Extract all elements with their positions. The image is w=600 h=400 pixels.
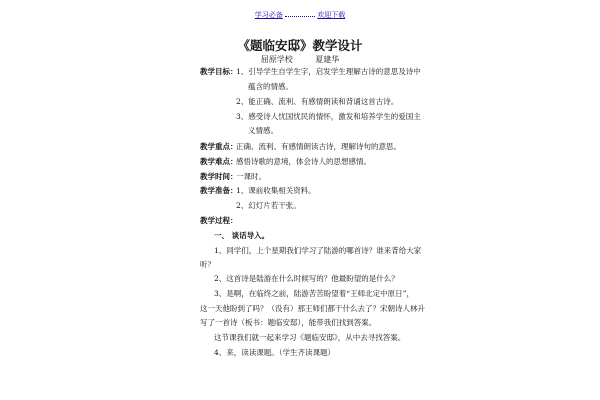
objective-line: 义情感。 xyxy=(248,126,278,135)
key-points-text: 正确、流利、有感情朗读古诗，理解诗句的意思。 xyxy=(236,142,401,151)
process-line: 1、同学们，上个星期我们学习了陆游的哪首诗？谁来背给大家 xyxy=(214,246,422,255)
process-label: 教学过程： xyxy=(200,216,238,225)
process-line: 这节课我们就一起来学习《题临安邸》，从中去寻找答案。 xyxy=(214,333,406,342)
process-line: 4、来，读读课题。（学生齐读课题） xyxy=(214,348,336,357)
preparation-item: 1、课前收集相关资料。 xyxy=(236,186,316,195)
process-line: 听？ xyxy=(200,260,215,269)
objective-line: 蕴含的情感。 xyxy=(248,82,293,91)
objectives-label: 教学目标： xyxy=(200,67,238,76)
preparation-label: 教学准备： xyxy=(200,186,238,195)
process-line: 3、是啊，在临终之前，陆游苦苦盼望着“王师北定中原日”， xyxy=(214,289,414,298)
document-title: 《题临安邸》教学设计 xyxy=(237,38,363,53)
header-link-study[interactable]: 学习必备 xyxy=(254,11,283,19)
time-text: 一课时。 xyxy=(236,172,266,181)
school-name: 屈原学校 xyxy=(260,55,293,64)
difficulties-label: 教学难点： xyxy=(200,157,238,166)
header-link-download[interactable]: 欢迎下载 xyxy=(317,11,346,19)
preparation-item: 2、幻灯片若干张。 xyxy=(236,201,301,210)
key-points-label: 教学重点： xyxy=(200,142,238,151)
process-line: 2、这首诗是陆游在什么时候写的？他最盼望的是什么？ xyxy=(214,274,399,283)
objective-line: 3、感受诗人忧国忧民的情怀，激发和培养学生的爱国主 xyxy=(236,112,421,121)
process-line: 写了一首诗（板书：题临安邸），能带我们找到答案。 xyxy=(200,318,377,327)
difficulties-text: 感悟诗歌的意境，体会诗人的思想感情。 xyxy=(236,157,371,166)
header-link-divider xyxy=(285,10,315,17)
objective-line: 2、能正确、流利、有感情朗读和背诵这首古诗。 xyxy=(236,97,399,106)
objective-line: 1、引导学生自学生字，启发学生理解古诗的意思及诗中 xyxy=(236,67,421,76)
time-label: 教学时间： xyxy=(200,172,238,181)
process-line: 这一天他盼到了吗？（没有）那王师们都干什么去了？宋朝诗人林升 xyxy=(200,304,425,313)
process-section-heading: 一、 谈话导入。 xyxy=(214,231,270,240)
header-links xyxy=(0,10,600,20)
byline xyxy=(0,54,600,65)
author-name: 夏建华 xyxy=(315,55,340,64)
